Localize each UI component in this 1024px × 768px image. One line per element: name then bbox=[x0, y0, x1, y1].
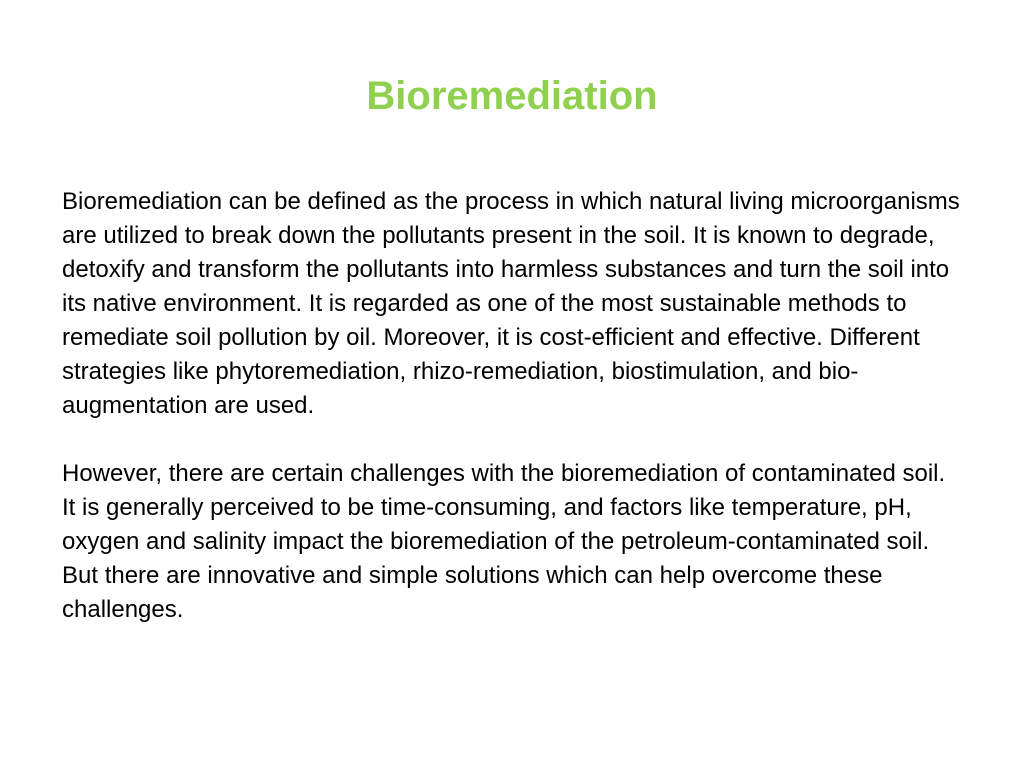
body-paragraph-2: However, there are certain challenges with the bioremediation of contaminated soil. It is generally perceived to be time-consuming, and factors like temperature, pH, oxygen and salinity impact the bioremediation of the petroleum-contaminated soil. But there are innovative and simple solutions which can help overcome these challenges. bbox=[62, 460, 946, 623]
slide-title: Bioremediation bbox=[366, 74, 658, 118]
slide-body bbox=[62, 185, 962, 627]
body-paragraph-1: Bioremediation can be defined as the process in which natural living microorganisms are utilized to break down the pollutants present in the soil. It is known to degrade, detoxify and transform the pollutants into harmless substances and turn the soil into its native environment. It is regarded as one of the most sustainable methods to remediate soil pollution by oil. Moreover, it is cost-efficient and effective. Different strategies like phytoremediation, rhizo-remediation, biostimulation, and bio-augmentation are used. bbox=[62, 188, 960, 419]
